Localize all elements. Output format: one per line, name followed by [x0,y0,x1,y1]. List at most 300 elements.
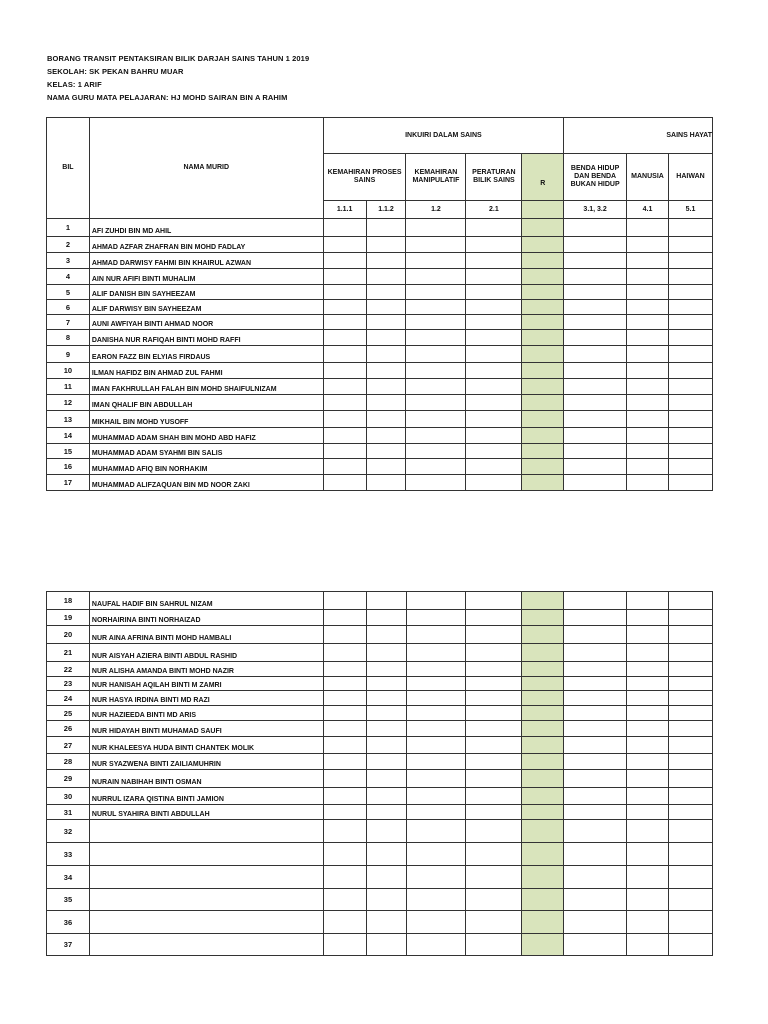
score-cell[interactable] [406,626,466,644]
score-cell[interactable] [669,911,713,934]
score-cell[interactable] [627,346,669,363]
score-cell[interactable] [564,770,627,788]
score-cell[interactable] [627,253,669,269]
score-cell[interactable] [406,820,466,843]
score-cell[interactable] [366,721,406,737]
score-cell[interactable] [366,662,406,677]
score-cell[interactable] [564,330,627,346]
score-cell[interactable] [366,805,406,820]
score-cell[interactable] [366,770,406,788]
score-cell[interactable] [323,592,366,610]
score-cell[interactable] [669,662,713,677]
score-cell[interactable] [323,706,366,721]
score-cell[interactable] [406,706,466,721]
score-cell[interactable] [627,459,669,475]
score-cell[interactable] [466,721,522,737]
score-cell[interactable] [323,315,366,330]
score-cell[interactable] [466,677,522,691]
score-cell[interactable] [366,889,406,911]
score-cell[interactable] [564,737,627,754]
score-cell[interactable] [564,315,627,330]
score-cell[interactable] [406,934,466,956]
score-cell[interactable] [627,444,669,459]
score-cell[interactable] [366,475,406,491]
score-cell[interactable] [466,644,522,662]
score-cell[interactable] [564,269,627,285]
score-cell[interactable] [406,330,466,346]
score-cell[interactable] [323,411,366,428]
score-cell[interactable] [366,754,406,770]
score-cell[interactable] [668,269,712,285]
score-cell[interactable] [323,346,366,363]
score-cell[interactable] [466,889,522,911]
score-cell[interactable] [668,237,712,253]
score-cell[interactable] [406,691,466,706]
r-score-cell[interactable] [522,459,564,475]
r-score-cell[interactable] [522,592,564,610]
score-cell[interactable] [627,754,669,770]
score-cell[interactable] [406,737,466,754]
score-cell[interactable] [366,300,406,315]
score-cell[interactable] [406,315,466,330]
score-cell[interactable] [466,706,522,721]
score-cell[interactable] [627,934,669,956]
score-cell[interactable] [564,889,627,911]
score-cell[interactable] [669,843,713,866]
score-cell[interactable] [564,459,627,475]
score-cell[interactable] [406,843,466,866]
score-cell[interactable] [564,346,627,363]
score-cell[interactable] [323,934,366,956]
score-cell[interactable] [466,626,522,644]
score-cell[interactable] [668,346,712,363]
score-cell[interactable] [406,592,466,610]
score-cell[interactable] [466,379,522,395]
score-cell[interactable] [406,346,466,363]
r-score-cell[interactable] [522,889,564,911]
r-score-cell[interactable] [522,379,564,395]
r-score-cell[interactable] [522,269,564,285]
score-cell[interactable] [669,610,713,626]
r-score-cell[interactable] [522,706,564,721]
score-cell[interactable] [668,444,712,459]
score-cell[interactable] [366,315,406,330]
score-cell[interactable] [627,721,669,737]
score-cell[interactable] [323,691,366,706]
score-cell[interactable] [669,737,713,754]
score-cell[interactable] [323,444,366,459]
r-score-cell[interactable] [522,843,564,866]
score-cell[interactable] [669,754,713,770]
score-cell[interactable] [366,866,406,889]
score-cell[interactable] [627,610,669,626]
score-cell[interactable] [564,253,627,269]
score-cell[interactable] [627,363,669,379]
score-cell[interactable] [564,721,627,737]
score-cell[interactable] [406,610,466,626]
student-number: 25 [47,706,90,721]
score-cell[interactable] [323,269,366,285]
score-cell[interactable] [366,269,406,285]
score-cell[interactable] [564,644,627,662]
score-cell[interactable] [466,269,522,285]
score-cell[interactable] [564,843,627,866]
score-cell[interactable] [323,820,366,843]
r-score-cell[interactable] [522,626,564,644]
score-cell[interactable] [406,644,466,662]
score-cell[interactable] [466,788,522,805]
score-cell[interactable] [669,805,713,820]
score-cell[interactable] [627,691,669,706]
score-cell[interactable] [564,866,627,889]
score-cell[interactable] [323,843,366,866]
score-cell[interactable] [564,934,627,956]
score-cell[interactable] [366,444,406,459]
score-cell[interactable] [668,285,712,300]
r-score-cell[interactable] [522,610,564,626]
score-cell[interactable] [466,805,522,820]
score-cell[interactable] [627,315,669,330]
score-cell[interactable] [323,330,366,346]
score-cell[interactable] [406,889,466,911]
r-score-cell[interactable] [522,737,564,754]
score-cell[interactable] [323,428,366,444]
score-cell[interactable] [466,315,522,330]
score-cell[interactable] [406,662,466,677]
score-cell[interactable] [668,253,712,269]
r-score-cell[interactable] [522,475,564,491]
score-cell[interactable] [323,253,366,269]
r-score-cell[interactable] [522,677,564,691]
student-number: 2 [47,237,90,253]
score-cell[interactable] [466,866,522,889]
score-cell[interactable] [668,219,712,237]
score-cell[interactable] [323,754,366,770]
r-score-cell[interactable] [522,911,564,934]
score-cell[interactable] [668,459,712,475]
score-cell[interactable] [366,237,406,253]
score-cell[interactable] [466,219,522,237]
score-cell[interactable] [366,219,406,237]
score-cell[interactable] [669,691,713,706]
r-score-cell[interactable] [522,788,564,805]
r-score-cell[interactable] [522,644,564,662]
score-cell[interactable] [366,820,406,843]
score-cell[interactable] [564,444,627,459]
score-cell[interactable] [627,843,669,866]
score-cell[interactable] [406,379,466,395]
score-cell[interactable] [406,237,466,253]
score-cell[interactable] [564,911,627,934]
score-cell[interactable] [323,300,366,315]
score-cell[interactable] [668,428,712,444]
score-cell[interactable] [366,706,406,721]
score-cell[interactable] [564,219,627,237]
score-cell[interactable] [669,934,713,956]
score-cell[interactable] [366,379,406,395]
r-score-cell[interactable] [522,866,564,889]
score-cell[interactable] [564,610,627,626]
score-cell[interactable] [564,805,627,820]
r-score-cell[interactable] [522,805,564,820]
score-cell[interactable] [564,820,627,843]
r-score-cell[interactable] [522,253,564,269]
score-cell[interactable] [627,379,669,395]
score-cell[interactable] [323,610,366,626]
score-cell[interactable] [323,459,366,475]
score-cell[interactable] [406,363,466,379]
score-cell[interactable] [406,475,466,491]
score-cell[interactable] [323,805,366,820]
score-cell[interactable] [406,253,466,269]
score-cell[interactable] [366,411,406,428]
r-score-cell[interactable] [522,691,564,706]
score-cell[interactable] [668,379,712,395]
score-cell[interactable] [323,721,366,737]
score-cell[interactable] [406,444,466,459]
score-cell[interactable] [669,866,713,889]
r-score-cell[interactable] [522,346,564,363]
score-cell[interactable] [323,626,366,644]
score-cell[interactable] [627,770,669,788]
score-cell[interactable] [564,788,627,805]
score-cell[interactable] [564,691,627,706]
score-cell[interactable] [466,934,522,956]
score-cell[interactable] [366,459,406,475]
score-cell[interactable] [406,754,466,770]
score-cell[interactable] [668,300,712,315]
score-cell[interactable] [627,428,669,444]
score-cell[interactable] [564,285,627,300]
score-cell[interactable] [627,626,669,644]
score-cell[interactable] [323,379,366,395]
score-cell[interactable] [466,592,522,610]
score-cell[interactable] [564,395,627,411]
score-cell[interactable] [366,253,406,269]
score-cell[interactable] [323,662,366,677]
score-cell[interactable] [668,330,712,346]
score-cell[interactable] [669,706,713,721]
score-cell[interactable] [627,866,669,889]
r-score-cell[interactable] [522,820,564,843]
score-cell[interactable] [564,706,627,721]
r-score-cell[interactable] [522,934,564,956]
score-cell[interactable] [466,237,522,253]
score-cell[interactable] [323,677,366,691]
score-cell[interactable] [406,269,466,285]
score-cell[interactable] [564,428,627,444]
r-score-cell[interactable] [522,428,564,444]
score-cell[interactable] [466,411,522,428]
score-cell[interactable] [323,395,366,411]
score-cell[interactable] [466,363,522,379]
score-cell[interactable] [406,677,466,691]
score-cell[interactable] [323,889,366,911]
score-cell[interactable] [669,626,713,644]
score-cell[interactable] [366,610,406,626]
score-cell[interactable] [627,737,669,754]
r-score-cell[interactable] [522,237,564,253]
score-cell[interactable] [406,866,466,889]
score-cell[interactable] [627,911,669,934]
score-cell[interactable] [366,691,406,706]
r-score-cell[interactable] [522,444,564,459]
score-cell[interactable] [627,411,669,428]
score-cell[interactable] [466,843,522,866]
score-cell[interactable] [466,911,522,934]
score-cell[interactable] [366,644,406,662]
score-cell[interactable] [627,330,669,346]
score-cell[interactable] [366,592,406,610]
score-cell[interactable] [366,428,406,444]
score-cell[interactable] [366,677,406,691]
score-cell[interactable] [323,911,366,934]
student-row [47,475,713,491]
score-cell[interactable] [466,475,522,491]
score-cell[interactable] [466,330,522,346]
score-cell[interactable] [323,219,366,237]
score-cell[interactable] [366,346,406,363]
score-cell[interactable] [564,662,627,677]
score-cell[interactable] [627,475,669,491]
score-cell[interactable] [466,820,522,843]
score-cell[interactable] [466,737,522,754]
score-cell[interactable] [366,843,406,866]
score-cell[interactable] [406,300,466,315]
score-cell[interactable] [466,346,522,363]
r-score-cell[interactable] [522,721,564,737]
score-cell[interactable] [406,721,466,737]
r-score-cell[interactable] [522,754,564,770]
score-cell[interactable] [627,269,669,285]
score-cell[interactable] [627,706,669,721]
r-score-cell[interactable] [522,285,564,300]
r-score-cell[interactable] [522,662,564,677]
r-score-cell[interactable] [522,770,564,788]
score-cell[interactable] [627,300,669,315]
score-cell[interactable] [323,866,366,889]
score-cell[interactable] [366,737,406,754]
score-cell[interactable] [669,644,713,662]
score-cell[interactable] [564,475,627,491]
score-cell[interactable] [564,300,627,315]
score-cell[interactable] [323,788,366,805]
score-cell[interactable] [466,300,522,315]
score-cell[interactable] [668,411,712,428]
r-score-cell[interactable] [522,219,564,237]
score-cell[interactable] [323,237,366,253]
r-score-cell[interactable] [522,330,564,346]
score-cell[interactable] [669,592,713,610]
score-cell[interactable] [323,770,366,788]
score-cell[interactable] [466,754,522,770]
score-cell[interactable] [366,788,406,805]
score-cell[interactable] [466,459,522,475]
score-cell[interactable] [627,237,669,253]
score-cell[interactable] [466,691,522,706]
score-cell[interactable] [564,677,627,691]
score-cell[interactable] [669,788,713,805]
score-cell[interactable] [564,237,627,253]
score-cell[interactable] [627,820,669,843]
score-cell[interactable] [406,219,466,237]
score-cell[interactable] [669,770,713,788]
score-cell[interactable] [366,363,406,379]
score-cell[interactable] [466,444,522,459]
score-cell[interactable] [406,770,466,788]
student-number: 33 [47,843,90,866]
score-cell[interactable] [564,379,627,395]
score-cell[interactable] [564,411,627,428]
score-cell[interactable] [323,737,366,754]
score-cell[interactable] [627,219,669,237]
score-cell[interactable] [564,592,627,610]
score-cell[interactable] [466,662,522,677]
score-cell[interactable] [627,662,669,677]
score-cell[interactable] [466,285,522,300]
score-cell[interactable] [323,644,366,662]
score-cell[interactable] [668,395,712,411]
score-cell[interactable] [627,805,669,820]
score-cell[interactable] [564,626,627,644]
score-cell[interactable] [627,592,669,610]
score-cell[interactable] [366,285,406,300]
score-cell[interactable] [627,285,669,300]
score-cell[interactable] [406,459,466,475]
score-cell[interactable] [466,253,522,269]
r-score-cell[interactable] [522,300,564,315]
score-cell[interactable] [466,395,522,411]
score-cell[interactable] [669,820,713,843]
score-cell[interactable] [406,911,466,934]
score-cell[interactable] [627,677,669,691]
score-cell[interactable] [366,911,406,934]
score-cell[interactable] [564,363,627,379]
score-cell[interactable] [366,934,406,956]
score-cell[interactable] [406,285,466,300]
r-score-cell[interactable] [522,395,564,411]
score-cell[interactable] [466,610,522,626]
score-cell[interactable] [627,788,669,805]
score-cell[interactable] [366,626,406,644]
score-cell[interactable] [627,395,669,411]
score-cell[interactable] [627,644,669,662]
score-cell[interactable] [366,330,406,346]
score-cell[interactable] [406,411,466,428]
score-cell[interactable] [466,770,522,788]
score-cell[interactable] [564,754,627,770]
score-cell[interactable] [406,428,466,444]
score-cell[interactable] [406,395,466,411]
score-cell[interactable] [669,721,713,737]
score-cell[interactable] [406,805,466,820]
score-cell[interactable] [668,363,712,379]
r-score-cell[interactable] [522,315,564,330]
score-cell[interactable] [669,677,713,691]
score-cell[interactable] [366,395,406,411]
score-cell[interactable] [323,475,366,491]
score-cell[interactable] [406,788,466,805]
score-cell[interactable] [323,363,366,379]
r-score-cell[interactable] [522,363,564,379]
score-cell[interactable] [323,285,366,300]
score-cell[interactable] [668,475,712,491]
score-cell[interactable] [466,428,522,444]
score-cell[interactable] [669,889,713,911]
score-cell[interactable] [627,889,669,911]
score-cell[interactable] [668,315,712,330]
r-score-cell[interactable] [522,411,564,428]
